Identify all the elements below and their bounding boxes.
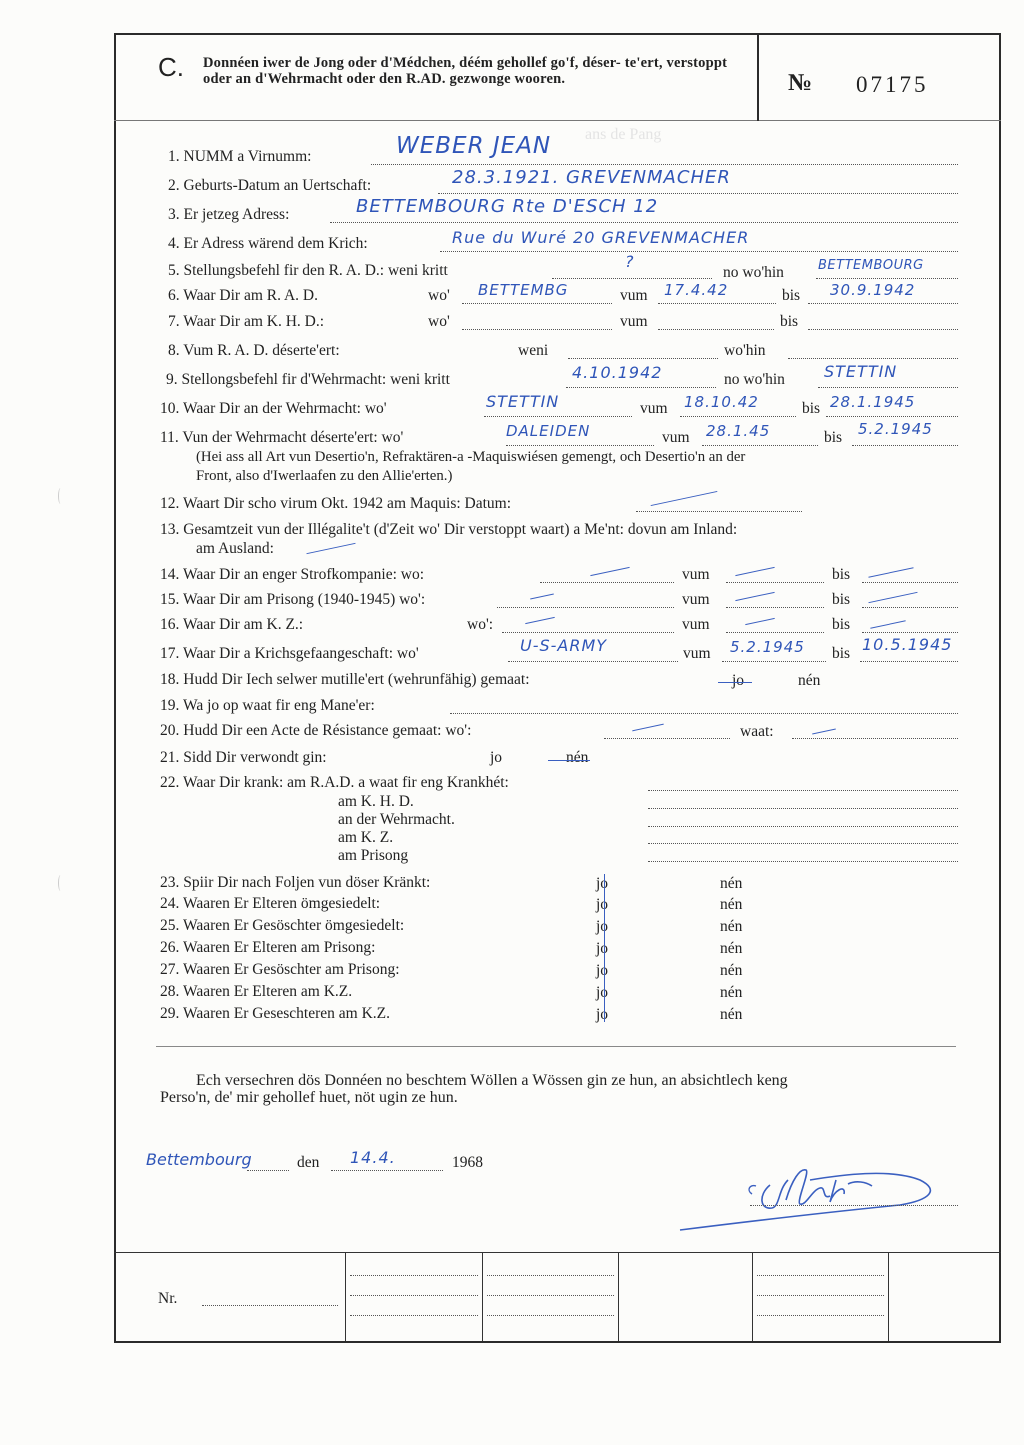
field-6-line-where bbox=[462, 303, 612, 304]
field-17-from-value: 5.2.1945 bbox=[730, 638, 805, 656]
field-4-label: 4. Er Adress wärend dem Krich: bbox=[168, 235, 368, 252]
field-17-bis: bis bbox=[832, 645, 851, 662]
declaration-line2: Perso'n, de' mir gehollef huet, nöt ugin ze hun. bbox=[160, 1089, 458, 1106]
field-11-to-value: 5.2.1945 bbox=[858, 420, 933, 438]
field-16-line-to bbox=[862, 632, 958, 633]
field-3-label: 3. Er jetzeg Adress: bbox=[168, 206, 290, 223]
number-sign: № bbox=[788, 70, 813, 96]
footer-line bbox=[350, 1295, 478, 1296]
field-14-line-to bbox=[862, 582, 958, 583]
field-20-label: 20. Hudd Dir een Acte de Résistance gemaat: wo': bbox=[160, 722, 472, 739]
field-28-jo: jo bbox=[596, 984, 609, 1001]
field-12-label: 12. Waart Dir scho virum Okt. 1942 am Maquis: Datum: bbox=[160, 495, 512, 512]
field-10-where-value: STETTIN bbox=[486, 392, 560, 411]
footer-nr-line bbox=[202, 1305, 338, 1306]
punch-mark bbox=[58, 488, 63, 504]
footer-divider bbox=[888, 1252, 889, 1342]
signature-place: Bettembourg bbox=[146, 1150, 252, 1169]
field-13-label-abroad: am Ausland: bbox=[196, 540, 274, 557]
field-23-nen: nén bbox=[720, 875, 743, 892]
field-3-value: BETTEMBOURG Rte D'ESCH 12 bbox=[356, 196, 659, 217]
field-29-nen: nén bbox=[720, 1006, 743, 1023]
field-7-line-from bbox=[658, 329, 774, 330]
field-22-line-kz bbox=[648, 843, 958, 844]
field-11-label: 11. Vun der Wehrmacht déserte'ert: wo' bbox=[160, 429, 404, 446]
field-9-when-value: 4.10.1942 bbox=[572, 363, 663, 382]
field-10-to-value: 28.1.1945 bbox=[830, 393, 916, 411]
field-5-when-value: ? bbox=[625, 252, 635, 271]
field-8-weni: weni bbox=[518, 342, 549, 359]
field-21-label: 21. Sidd Dir verwondt gin: bbox=[160, 749, 327, 766]
field-17-line-from bbox=[722, 661, 826, 662]
field-28-label: 28. Waaren Er Elteren am K.Z. bbox=[160, 983, 353, 1000]
field-2-value: 28.3.1921. GREVENMACHER bbox=[452, 167, 731, 188]
field-5-label: 5. Stellungsbefehl fir den R. A. D.: weni kritt bbox=[168, 262, 448, 279]
field-12-line bbox=[636, 511, 802, 512]
field-14-label: 14. Waar Dir an enger Strofkompanie: wo: bbox=[160, 566, 425, 583]
field-9-where-value: STETTIN bbox=[824, 362, 898, 381]
field-11-where-value: DALEIDEN bbox=[506, 422, 591, 440]
date-year: 1968 bbox=[452, 1154, 483, 1171]
field-7-vum: vum bbox=[620, 313, 648, 330]
field-5-where-label: no wo'hin bbox=[723, 264, 784, 281]
section-letter: C. bbox=[158, 52, 184, 82]
field-23-jo: jo bbox=[596, 875, 609, 892]
field-11-line-from bbox=[702, 445, 818, 446]
date-line bbox=[331, 1170, 443, 1171]
field-6-label: 6. Waar Dir am R. A. D. bbox=[168, 287, 318, 304]
field-29-label: 29. Waaren Er Geseschteren am K.Z. bbox=[160, 1005, 391, 1022]
field-25-label: 25. Waaren Er Gesöschter ömgesiedelt: bbox=[160, 917, 405, 934]
footer-line bbox=[487, 1275, 614, 1276]
field-16-wo: wo': bbox=[467, 616, 494, 633]
field-24-jo: jo bbox=[596, 896, 609, 913]
field-15-bis: bis bbox=[832, 591, 851, 608]
field-26-jo: jo bbox=[596, 940, 609, 957]
field-11-line-where bbox=[506, 445, 654, 446]
footer-divider bbox=[618, 1252, 619, 1342]
field-18-nen: nén bbox=[798, 672, 821, 689]
field-5-where-value: BETTEMBOURG bbox=[818, 258, 924, 273]
field-24-nen: nén bbox=[720, 896, 743, 913]
field-10-label: 10. Waar Dir an der Wehrmacht: wo' bbox=[160, 400, 387, 417]
show-through-text: ans de Pang bbox=[585, 126, 662, 143]
field-24-label: 24. Waaren Er Elteren ömgesiedelt: bbox=[160, 895, 381, 912]
field-11-bis: bis bbox=[824, 429, 843, 446]
footer-divider bbox=[752, 1252, 753, 1342]
footer-line bbox=[757, 1275, 884, 1276]
signature-date: 14.4. bbox=[350, 1148, 396, 1167]
field-22-sub-prisong: am Prisong bbox=[338, 847, 409, 864]
field-7-label: 7. Waar Dir am K. H. D.: bbox=[168, 313, 325, 330]
field-20-line-where bbox=[604, 738, 730, 739]
field-17-label: 17. Waar Dir a Krichsgefaangeschaft: wo' bbox=[160, 645, 419, 662]
header-divider bbox=[114, 120, 1001, 121]
signature-line bbox=[750, 1205, 958, 1206]
field-15-vum: vum bbox=[682, 591, 710, 608]
field-16-line-from bbox=[726, 632, 824, 633]
field-15-line-to bbox=[862, 607, 958, 608]
field-6-line-to bbox=[808, 303, 958, 304]
field-9-where-label: no wo'hin bbox=[724, 371, 785, 388]
field-21-strike bbox=[548, 760, 590, 761]
field-10-line-to bbox=[826, 416, 958, 417]
declaration-line1: Ech versechren dös Donnéen no beschtem Wöllen a Wössen gin ze hun, an absichtlech keng bbox=[196, 1072, 788, 1089]
field-8-line-where bbox=[788, 358, 958, 359]
field-1-line bbox=[371, 164, 958, 165]
field-1-value: WEBER JEAN bbox=[396, 133, 552, 159]
field-2-line bbox=[438, 193, 958, 194]
footer-line bbox=[350, 1315, 478, 1316]
field-21-nen: nén bbox=[566, 749, 589, 766]
field-6-bis: bis bbox=[782, 287, 801, 304]
field-3-line bbox=[330, 222, 958, 223]
field-13-label: 13. Gesamtzeit vun der Illégalite't (d'Zeit wo' Dir verstoppt waart) a Me'nt: dovun am Inland: bbox=[160, 521, 738, 538]
field-15-line-from bbox=[726, 607, 824, 608]
field-21-jo: jo bbox=[490, 749, 503, 766]
field-29-jo: jo bbox=[596, 1006, 609, 1023]
declaration-divider bbox=[156, 1046, 956, 1047]
field-17-where-value: U-S-ARMY bbox=[520, 636, 608, 655]
field-25-jo: jo bbox=[596, 918, 609, 935]
field-16-label: 16. Waar Dir am K. Z.: bbox=[160, 616, 304, 633]
field-5-line-where bbox=[816, 278, 958, 279]
section-title: Donnéen iwer de Jong oder d'Médchen, déém gehollef go'f, déser- te'ert, verstoppt oder an d'Wehrmacht oder den R.AD. gezwonge wooren. bbox=[203, 55, 728, 87]
footer-divider bbox=[345, 1252, 346, 1342]
field-8-label: 8. Vum R. A. D. déserte'ert: bbox=[168, 342, 340, 359]
field-17-vum: vum bbox=[683, 645, 711, 662]
field-20-waat: waat: bbox=[740, 723, 774, 740]
footer-divider bbox=[482, 1252, 483, 1342]
field-22-line-rad bbox=[648, 790, 958, 791]
field-6-to-value: 30.9.1942 bbox=[830, 281, 916, 299]
date-den: den bbox=[297, 1154, 320, 1171]
field-20-line-what bbox=[792, 738, 958, 739]
field-10-from-value: 18.10.42 bbox=[684, 393, 759, 411]
field-14-bis: bis bbox=[832, 566, 851, 583]
field-22-line-khd bbox=[648, 808, 958, 809]
field-25-nen: nén bbox=[720, 918, 743, 935]
header-number-divider bbox=[757, 35, 759, 121]
field-18-strike bbox=[718, 682, 752, 683]
field-7-bis: bis bbox=[780, 313, 799, 330]
field-10-vum: vum bbox=[640, 400, 668, 417]
field-9-line-where bbox=[818, 387, 958, 388]
field-22-line-wehrmacht bbox=[648, 826, 958, 827]
field-27-label: 27. Waaren Er Gesöschter am Prisong: bbox=[160, 961, 400, 978]
field-11-vum: vum bbox=[662, 429, 690, 446]
field-26-label: 26. Waaren Er Elteren am Prisong: bbox=[160, 939, 376, 956]
field-19-line bbox=[450, 713, 958, 714]
field-27-jo: jo bbox=[596, 962, 609, 979]
field-22-line-prisong bbox=[648, 861, 958, 862]
field-4-line bbox=[440, 251, 958, 252]
field-7-line-to bbox=[808, 329, 958, 330]
field-11-from-value: 28.1.45 bbox=[706, 422, 771, 440]
field-6-vum: vum bbox=[620, 287, 648, 304]
field-1-label: 1. NUMM a Virnumm: bbox=[168, 148, 312, 165]
signature-scribble bbox=[660, 1150, 950, 1250]
field-10-line-from bbox=[680, 416, 796, 417]
footer-line bbox=[757, 1295, 884, 1296]
footer-line bbox=[487, 1315, 614, 1316]
field-7-line-where bbox=[462, 329, 612, 330]
field-18-jo: jo bbox=[732, 672, 745, 689]
field-10-line-where bbox=[484, 416, 632, 417]
field-23-label: 23. Spiir Dir nach Foljen vun döser Kränkt: bbox=[160, 874, 431, 891]
field-16-vum: vum bbox=[682, 616, 710, 633]
field-22-sub-kz: am K. Z. bbox=[338, 829, 394, 846]
footer-line bbox=[487, 1295, 614, 1296]
field-6-wo: wo' bbox=[428, 287, 450, 304]
form-number: 07175 bbox=[856, 72, 929, 97]
field-16-line-where bbox=[502, 632, 674, 633]
field-4-value: Rue du Wuré 20 GREVENMACHER bbox=[452, 228, 750, 247]
field-2-label: 2. Geburts-Datum an Uertschaft: bbox=[168, 177, 372, 194]
field-14-line-where bbox=[540, 582, 674, 583]
field-11-note-line2: Front, also d'Iwerlaafen zu den Allie'erten.) bbox=[196, 468, 453, 484]
field-18-label: 18. Hudd Dir Iech selwer mutille'ert (wehrunfähig) gemaat: bbox=[160, 671, 530, 688]
footer-line bbox=[350, 1275, 478, 1276]
field-22-sub-khd: am K. H. D. bbox=[338, 793, 414, 810]
field-17-line-where bbox=[508, 661, 678, 662]
field-15-line-where bbox=[497, 607, 674, 608]
field-8-line-when bbox=[568, 358, 718, 359]
jo-column-strike bbox=[604, 874, 605, 1022]
field-17-line-to bbox=[860, 661, 958, 662]
field-6-line-from bbox=[658, 303, 776, 304]
field-14-vum: vum bbox=[682, 566, 710, 583]
footer-nr-label: Nr. bbox=[158, 1290, 178, 1307]
field-10-bis: bis bbox=[802, 400, 821, 417]
field-11-note-line1: (Hei ass all Art vun Desertio'n, Refraktären-a -Maquiswiésen gemengt, och Desertio'n an der bbox=[196, 449, 746, 465]
field-14-line-from bbox=[726, 582, 824, 583]
footer-box bbox=[114, 1252, 1001, 1343]
field-28-nen: nén bbox=[720, 984, 743, 1001]
field-6-from-value: 17.4.42 bbox=[664, 281, 729, 299]
field-26-nen: nén bbox=[720, 940, 743, 957]
field-27-nen: nén bbox=[720, 962, 743, 979]
field-9-label: 9. Stellongsbefehl fir d'Wehrmacht: weni kritt bbox=[166, 371, 450, 388]
field-9-line-when bbox=[566, 387, 716, 388]
field-5-line-when bbox=[552, 278, 712, 279]
field-11-line-to bbox=[852, 445, 958, 446]
footer-line bbox=[757, 1315, 884, 1316]
field-22-sub-wehrmacht: an der Wehrmacht. bbox=[338, 811, 455, 828]
form-bottom-rule bbox=[114, 1341, 1001, 1343]
place-line bbox=[247, 1170, 289, 1171]
field-15-label: 15. Waar Dir am Prisong (1940-1945) wo': bbox=[160, 591, 426, 608]
field-17-to-value: 10.5.1945 bbox=[862, 635, 953, 654]
field-22-label: 22. Waar Dir krank: am R.A.D. a waat fir eng Krankhét: bbox=[160, 774, 509, 791]
field-7-wo: wo' bbox=[428, 313, 450, 330]
field-8-wohin: wo'hin bbox=[724, 342, 766, 359]
field-16-bis: bis bbox=[832, 616, 851, 633]
punch-mark bbox=[58, 875, 63, 891]
field-6-where-value: BETTEMBG bbox=[478, 281, 569, 299]
field-19-label: 19. Wa jo op waat fir eng Mane'er: bbox=[160, 697, 375, 714]
